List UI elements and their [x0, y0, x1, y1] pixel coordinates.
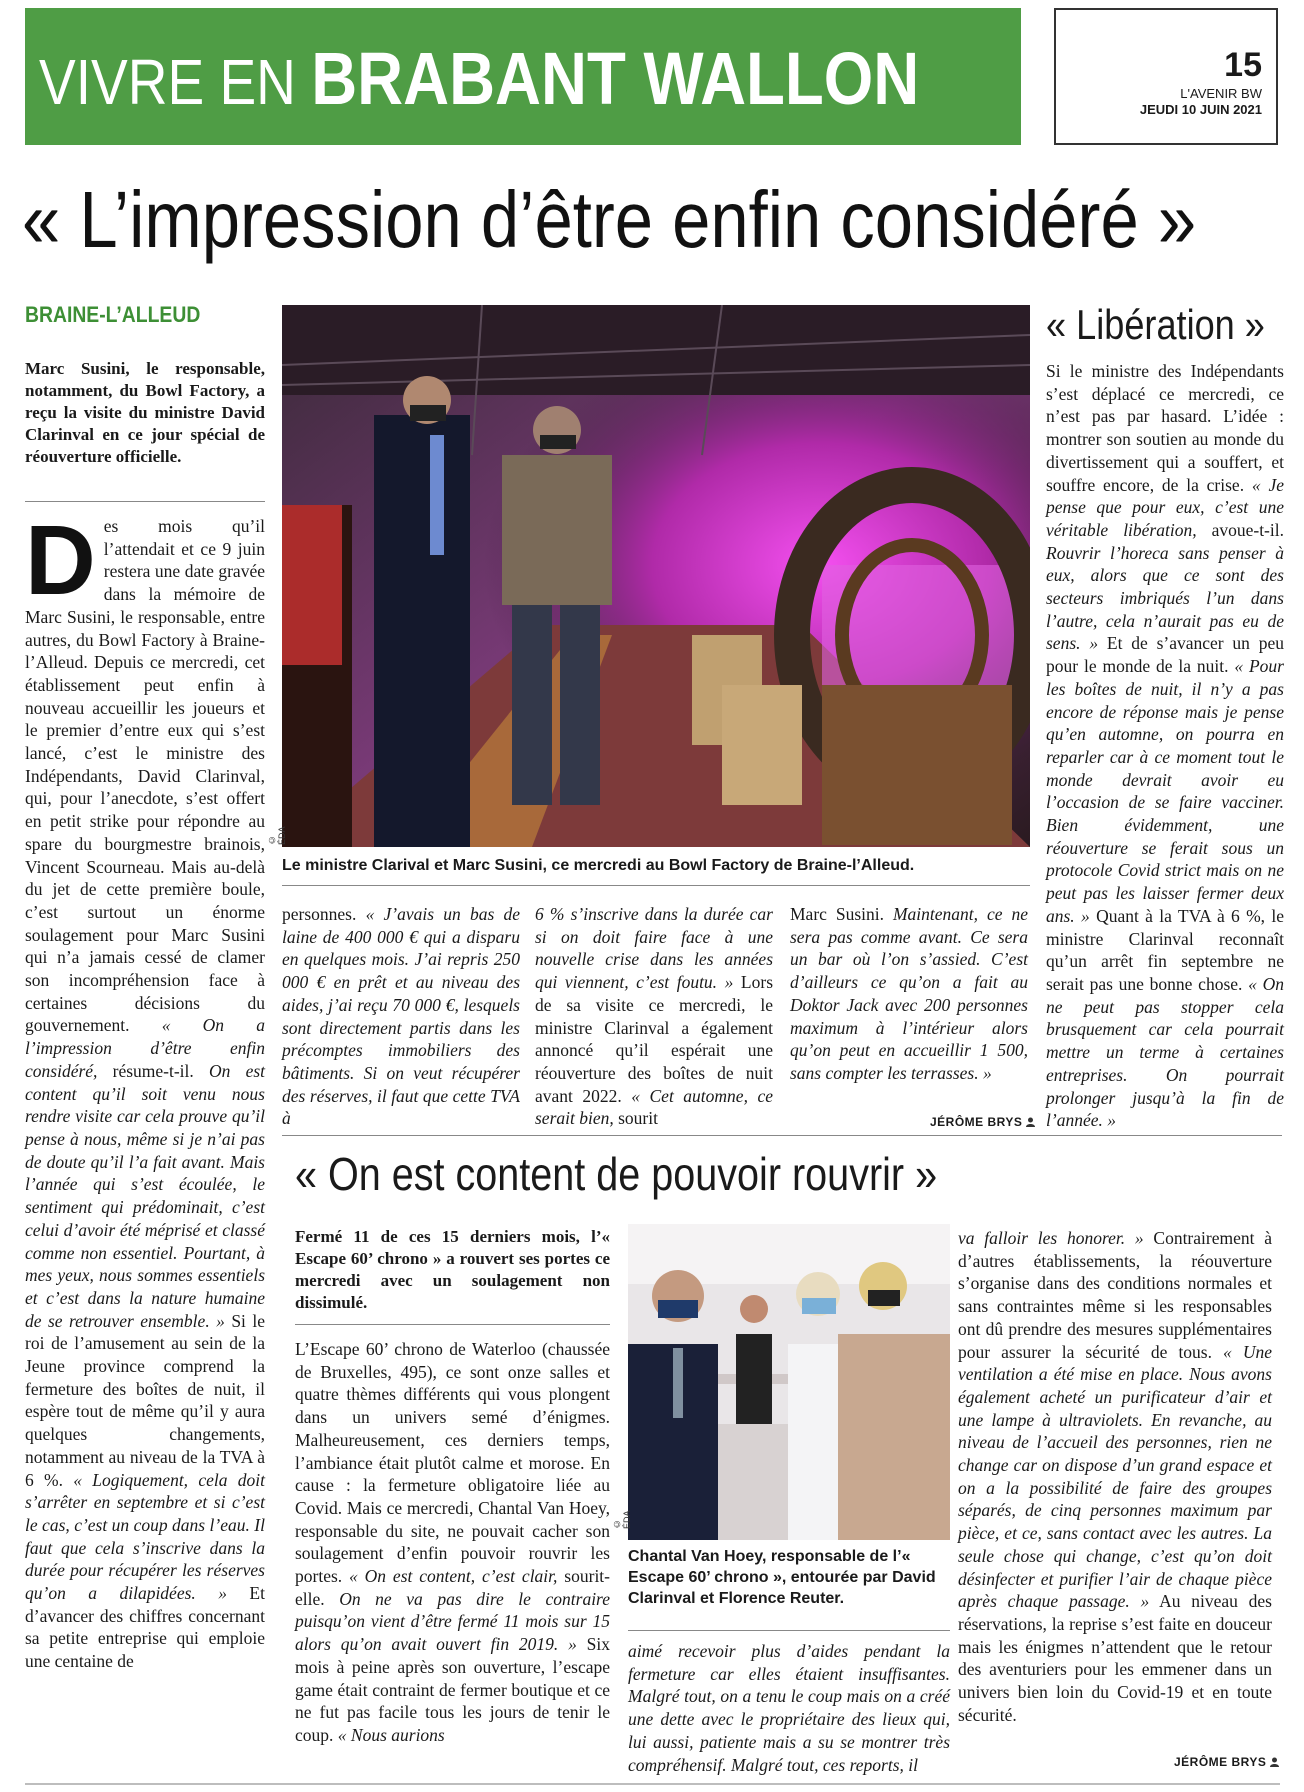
- escape-game-photo-illustration: [628, 1224, 950, 1540]
- publication-name: L'AVENIR BW: [1180, 86, 1262, 101]
- body-text: Et d’avancer des chiffres concernant sa petite entreprise qui emploie une centaine de: [25, 1583, 265, 1672]
- quote-text: « On est content, c’est clair,: [349, 1566, 558, 1587]
- article-column-3: [535, 903, 773, 1130]
- section-region: BRABANT WALLON: [311, 37, 920, 120]
- publication-date: JEUDI 10 JUIN 2021: [1139, 102, 1262, 117]
- intro-divider: [25, 501, 265, 502]
- article2-title: « On est content de pouvoir rouvrir »: [295, 1148, 938, 1200]
- photo-credit: © ÉDA: [267, 826, 287, 845]
- article2-column-2: [628, 1640, 950, 1776]
- quote-text: « Je pense que pour eux, c’est une véritable libération,: [1046, 474, 1284, 540]
- author-signature-2: [1174, 1755, 1279, 1769]
- quote-text: « Nous aurions: [337, 1724, 445, 1745]
- sidebar-text: [1046, 360, 1284, 1132]
- body-text: es mois qu’il l’attendait et ce 9 juin restera une date gravée dans la mémoire de Marc Susini, le responsable, entre autres, du Bowl Factory à Braine-l’Alleud. Depuis ce mercredi, cet établissement peut enfin à nouveau accueillir les joueurs et le premier d’entre eux qui s’est lancé, c’est le ministre des Indépendants, David Clarinval, qui, pour l’anecdote, s’est offert en petit strike pour répondre au spare du bourgmestre brainois, Vincent Scourneau. Mais au-delà du jet de cette première boule, c’est surtout un énorme soulagement pour Marc Susini qui n’a jamais cessé de clamer son incompréhension face à certaines décisions du gouvernement.: [25, 516, 265, 1036]
- quote-text: « Logiquement, cela doit s’arrêter en septembre et si c’est le cas, c’est un coup dans l’eau. Il faut que cela s’inscrive dans la durée pour récupérer les réserves qu’on a dilapidées. »: [25, 1469, 265, 1604]
- photo2-caption: Chantal Van Hoey, responsable de l’« Escape 60’ chrono », entourée par David Clarinval et Florence Reuter.: [628, 1548, 936, 1607]
- quote-text: va falloir les honorer. »: [958, 1228, 1144, 1248]
- quote-text: aimé recevoir plus d’aides pendant la fermeture car elles étaient insuffisantes. Malgré tout, on a tenu le coup mais on a créé une dette avec le propriétaire des lieux qui, lui aussi, patiente mais a su se montrer très compréhensif. Malgré tout, ces reports, il: [628, 1641, 950, 1775]
- body-text: Marc Susini.: [790, 904, 893, 924]
- article-location: BRAINE-L’ALLEUD: [25, 302, 201, 327]
- bowling-photo: [282, 305, 1030, 847]
- caption2-divider: [628, 1630, 950, 1631]
- quote-text: « J’avais un bas de laine de 400 000 € qui a disparu en quelques mois. J’ai repris 250 000 € en prêt et au niveau des aides, j’ai reçu 70 000 €, lesquels sont directement partis dans les précomptes immobiliers des bâtiments. Si on veut récupérer des réserves, il faut que cette TVA à: [282, 904, 520, 1129]
- section-banner: [25, 8, 1021, 145]
- drop-cap: D: [25, 505, 96, 615]
- body-text: Si le roi de l’amusement au sein de la Jeune province comprend la fermeture des boîtes de nuit, il espère tout de même qu’il y aura quelques changements, notamment au niveau de la TVA à 6 %.: [25, 1310, 265, 1490]
- body-text: Au niveau des réservations, la reprise s’est faite en douceur mais les énigmes n’attendent que le retour des aventuriers pour les emmener dans un univers bien loin du Covid-19 et en toute sécurité.: [958, 1591, 1272, 1725]
- section-prefix: VIVRE EN: [39, 46, 296, 118]
- body-text: personnes.: [282, 904, 366, 924]
- author-name: JÉRÔME BRYS: [1174, 1755, 1267, 1769]
- quote-text: On est content qu’il soit venu nous rendre visite car cela prouve qu’il pense à nous, même si je n’ai pas de doute qu’il l’a fait avant. Mais l’année qui s’est écoulée, le sentiment qui prédominait, c’est celui d’avoir été méprisé et classé comme non essentiel. Pourtant, à mes yeux, nous sommes essentiels et c’est dans la nature humaine de se retrouver ensemble. »: [25, 1060, 266, 1331]
- caption-divider: [282, 885, 1030, 886]
- author-name: JÉRÔME BRYS: [930, 1115, 1023, 1129]
- article-column-1: [25, 505, 266, 1775]
- article-column-4: [790, 903, 1028, 1085]
- body-text: Et de s’avancer un peu pour le monde de la nuit.: [1046, 633, 1284, 677]
- quote-text: « Pour les boîtes de nuit, il n’y a pas encore de réponse mais je pense qu’en automne, on pourra en reparler car à ce moment tout le monde devrait avoir eu l’occasion de se faire vacciner. Bien évidemment, une réouverture se ferait sous un protocole Covid strict mais on ne peut pas les laisser fermer deux ans. »: [1046, 656, 1284, 926]
- article-divider: [282, 1135, 1282, 1136]
- quote-text: « Une ventilation a été mise en place. Nous avons également acheté un purificateur d’air et une lampe à ultraviolets. En revanche, au niveau de l’accueil des personnes, rien ne change car on dispose d’un grand espace et on a la possibilité de faire des groupes séparés, de cinq personnes maximum par pièce, et ce, sans contact avec les autres. La seule chose qui change, c’est qu’on doit désinfecter et purifier l’air de chaque pièce après chaque passage. »: [958, 1341, 1273, 1612]
- section-title: [39, 36, 919, 121]
- article-intro: Marc Susini, le responsable, notamment, du Bowl Factory, a reçu la visite du ministre David Clarinval en ce jour spécial de réouverture officielle.: [25, 359, 265, 466]
- quote-text: « On ne peut pas stopper cela brusquement car cela pourrait mettre un terme à certaines entreprises. On pourrait prolonger jusqu’à la fin de l’année. »: [1046, 973, 1284, 1131]
- page-info-box: [1054, 8, 1278, 145]
- intro2-divider: [295, 1324, 610, 1325]
- body-text: Si le ministre des Indépendants s’est déplacé ce mercredi, ce n’est pas par hasard. L’idée : montrer son soutien au monde du divertissement qui a souffert, et souffre encore, de la crise.: [1046, 361, 1284, 495]
- page-number: 15: [1224, 46, 1262, 84]
- body-text: Contrairement à d’autres établissements, la réouverture s’organise dans des conditions normales et sans contraintes même si les responsables ont dû prendre des mesures supplémentaires pour assurer la sécurité de tous.: [958, 1228, 1272, 1362]
- article2-column-3: [958, 1227, 1272, 1726]
- main-headline: « L’impression d’être enfin considéré »: [22, 175, 1197, 264]
- photo2-credit: © ÉDA: [612, 1510, 632, 1529]
- quote-text: Rouvrir l’horeca sans penser à eux, alors que ce sont des secteurs imbriqués l’un dans l’autre, cela n’aurait pas eu de sens. »: [1046, 542, 1284, 654]
- body-text: avoue-t-il.: [1196, 519, 1284, 540]
- escape-game-photo: [628, 1224, 950, 1540]
- author-signature: [930, 1115, 1035, 1129]
- article2-column-1: [295, 1338, 610, 1778]
- quote-text: 6 % s’inscrive dans la durée car si on doit faire face à une nouvelle crise dans les années qui viennent, c’est foutu. »: [535, 904, 773, 993]
- article-column-2: [282, 903, 520, 1130]
- quote-text: Maintenant, ce ne sera pas comme avant. Ce sera un bar où l’on s’assied. C’est d’ailleurs ce qu’on a fait au Doktor Jack avec 200 personnes maximum à l’intérieur alors qu’on peut en accueillir 1 500, sans compter les terrasses. »: [790, 904, 1028, 1083]
- author-icon: [1026, 1117, 1035, 1127]
- body-text: Quant à la TVA à 6 %, le ministre Clarinval reconnaît qu’un arrêt fin septembre ne serait pas une bonne chose.: [1046, 905, 1284, 994]
- article2-intro: Fermé 11 de ces 15 derniers mois, l’« Escape 60’ chrono » a rouvert ses portes ce mercredi avec un soulagement non dissimulé.: [295, 1227, 610, 1312]
- quote-text: « On a l’impression d’être enfin considéré,: [25, 1015, 266, 1081]
- photo-caption: Le ministre Clarival et Marc Susini, ce mercredi au Bowl Factory de Braine-l’Alleud.: [282, 857, 915, 874]
- sidebar-title: « Libération »: [1046, 301, 1265, 348]
- bowling-photo-illustration: [282, 305, 1030, 847]
- body-text: sourit: [613, 1108, 658, 1129]
- body-text: Lors de sa visite ce mercredi, le ministre Clarinval a également annoncé qu’il espérait une réouverture des boîtes de nuit avant 2022.: [535, 972, 774, 1106]
- quote-text: « Cet automne, ce serait bien,: [535, 1085, 773, 1129]
- author-icon: [1270, 1757, 1279, 1767]
- body-text: sourit-elle.: [295, 1566, 610, 1609]
- body-text: Six mois à peine après son ouverture, l’escape game était contraint de fermer boutique et ce ne fut pas facile tous les jours de tenir le coup.: [295, 1634, 610, 1745]
- quote-text: On ne va pas dire le contraire puisqu’on vient d’être fermé 11 mois sur 15 alors qu’on avait ouvert fin 2019. »: [295, 1588, 610, 1655]
- body-text: résume-t-il.: [97, 1060, 209, 1081]
- page-bottom-rule: [25, 1783, 1280, 1785]
- body-text: L’Escape 60’ chrono de Waterloo (chaussée de Bruxelles, 495), ce sont onze salles et quatre thèmes différents qui vous plongent dans un univers semé d’énigmes. Malheureusement, ces derniers temps, l’ambiance était plutôt calme et morose. En cause : la fermeture obligatoire liée au Covid. Mais ce mercredi, Chantal Van Hoey, responsable du site, ne pouvait cacher son soulagement d’enfin pouvoir rouvrir les portes.: [295, 1339, 610, 1587]
